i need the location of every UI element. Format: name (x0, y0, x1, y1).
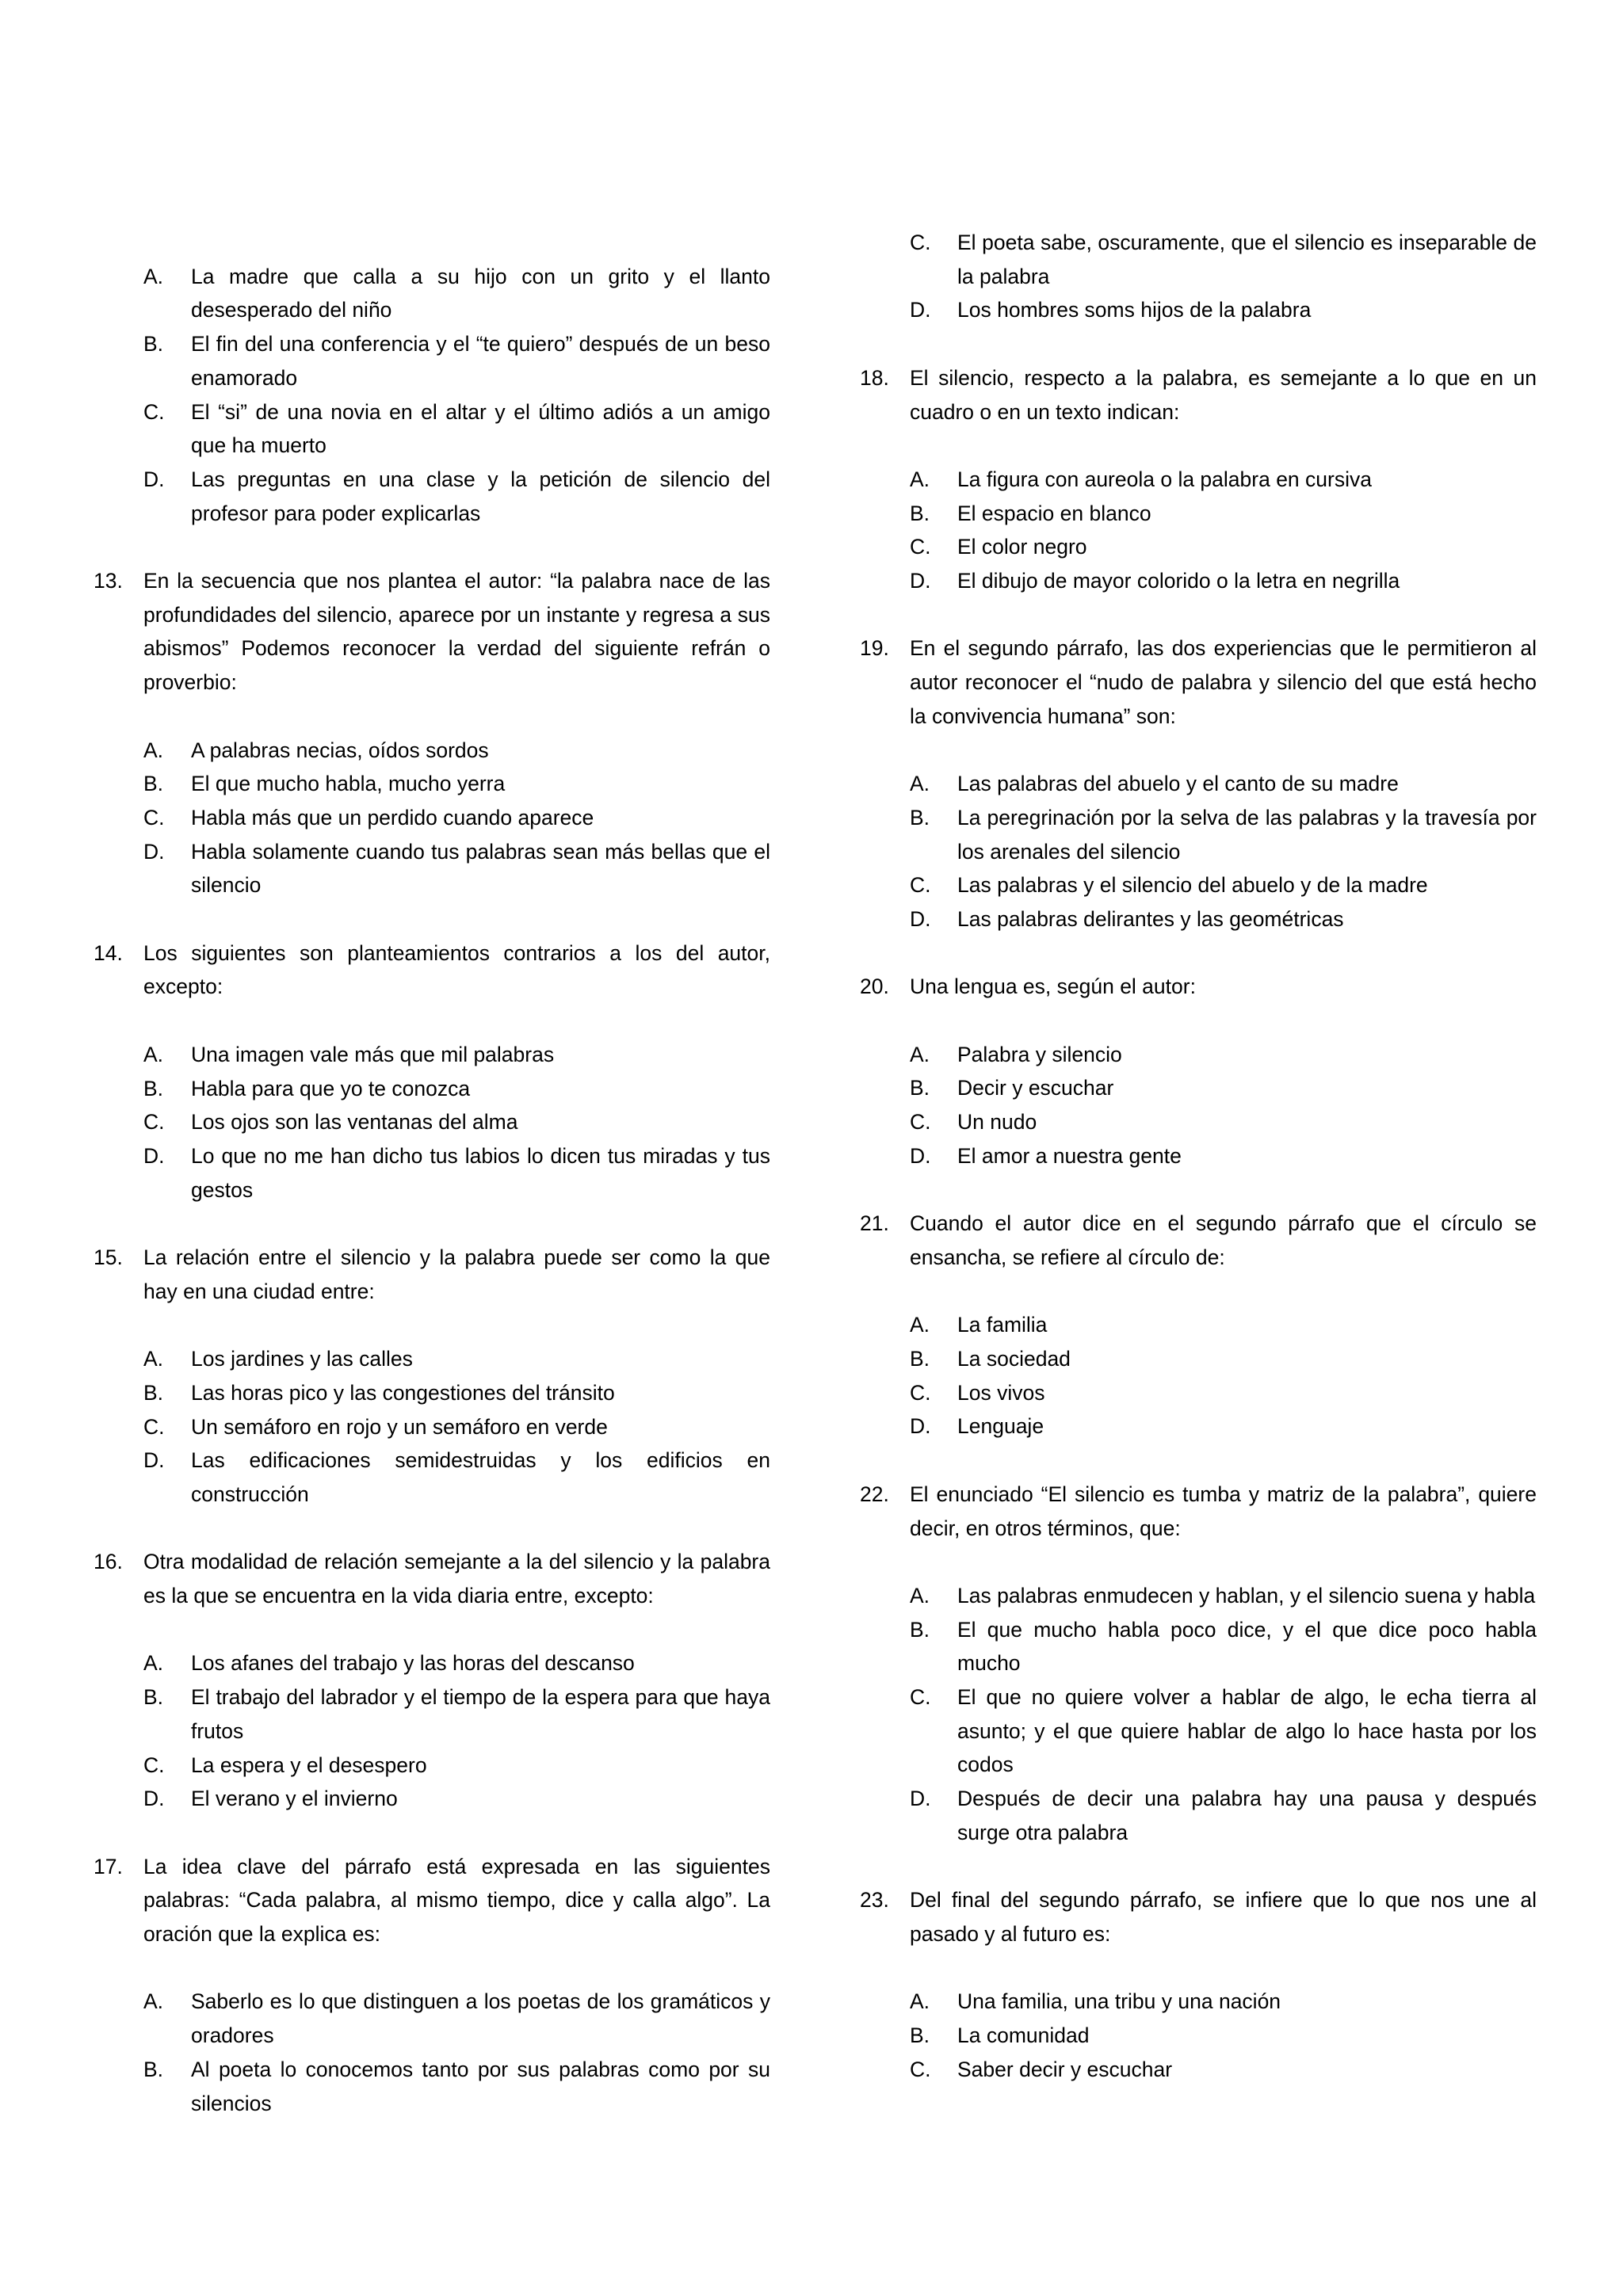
option-letter: D. (910, 569, 931, 593)
option-letter: C. (143, 399, 165, 424)
option-d (94, 463, 770, 530)
option-text: El trabajo del labrador y el tiempo de la espera para que haya frutos (191, 1685, 770, 1743)
question-17-continued (860, 226, 1537, 327)
question-19 (860, 631, 1537, 936)
option-c (94, 1749, 770, 1783)
option-letter: B. (143, 1380, 164, 1405)
question-number: 18. (860, 365, 889, 390)
option-letter: B. (143, 1685, 164, 1710)
option-letter: A. (143, 738, 164, 762)
option-d (94, 1139, 770, 1207)
options-list (860, 226, 1537, 327)
option-text: Decir y escuchar (957, 1076, 1114, 1100)
option-text: Los ojos son las ventanas del alma (191, 1110, 518, 1135)
option-letter: A. (910, 1583, 930, 1608)
question-stem (860, 1207, 1537, 1274)
option-letter: B. (910, 1347, 930, 1371)
option-text: Lenguaje (957, 1414, 1044, 1439)
option-letter: C. (143, 1753, 165, 1777)
option-text: Habla para que yo te conozca (191, 1076, 471, 1100)
question-text: El enunciado “El silencio es tumba y matriz de la palabra”, quiere decir, en otros términos, que: (910, 1482, 1537, 1540)
option-d (860, 1409, 1537, 1444)
option-c (860, 1376, 1537, 1410)
question-18 (860, 361, 1537, 598)
option-letter: A. (143, 1042, 164, 1066)
question-text: Del final del segundo párrafo, se infiere que lo que nos une al pasado y al futuro es: (910, 1888, 1537, 1946)
option-letter: B. (910, 1076, 930, 1100)
question-stem (94, 1241, 770, 1308)
option-text: El color negro (957, 535, 1087, 559)
option-text: La espera y el desespero (191, 1753, 427, 1777)
option-text: Las palabras delirantes y las geométricas (957, 907, 1344, 931)
option-letter: A. (910, 1042, 930, 1066)
option-text: El fin del una conferencia y el “te quiero” después de un beso enamorado (191, 332, 770, 390)
options-list (860, 463, 1537, 598)
option-text: El que mucho habla, mucho yerra (191, 772, 506, 796)
option-letter: B. (910, 805, 930, 830)
question-text: En el segundo párrafo, las dos experiencias que le permitieron al autor reconocer el “nudo de palabra y silencio del que está hecho la convivencia humana” son: (910, 636, 1537, 728)
option-text: El amor a nuestra gente (957, 1143, 1182, 1168)
option-b (860, 2019, 1537, 2053)
option-letter: C. (910, 535, 931, 559)
option-letter: D. (143, 1143, 165, 1168)
option-c (860, 1105, 1537, 1139)
question-text: La relación entre el silencio y la palabra puede ser como la que hay en una ciudad entre: (143, 1245, 770, 1303)
option-letter: C. (910, 873, 931, 898)
option-letter: D. (143, 1448, 165, 1473)
option-b (860, 801, 1537, 868)
options-list (94, 1985, 770, 2120)
option-text: El dibujo de mayor colorido o la letra en negrilla (957, 569, 1400, 593)
option-b (860, 1342, 1537, 1376)
options-list (94, 1038, 770, 1207)
option-letter: C. (910, 1380, 931, 1405)
option-letter: D. (910, 1414, 931, 1439)
option-a (860, 1308, 1537, 1342)
option-text: El que no quiere volver a hablar de algo, le echa tierra al asunto; y el que quiere hablar de algo lo hace hasta por los codos (957, 1685, 1537, 1777)
option-text: Al poeta lo conocemos tanto por sus palabras como por su silencios (191, 2057, 770, 2115)
option-text: La figura con aureola o la palabra en cursiva (957, 467, 1372, 491)
option-text: Lo que no me han dicho tus labios lo dicen tus miradas y tus gestos (191, 1143, 770, 1202)
option-d (860, 902, 1537, 936)
options-list (860, 1038, 1537, 1173)
question-stem (860, 970, 1537, 1004)
option-c (860, 1680, 1537, 1782)
option-text: La familia (957, 1313, 1048, 1337)
question-stem (94, 1545, 770, 1612)
option-text: Un nudo (957, 1110, 1037, 1135)
option-text: La sociedad (957, 1347, 1071, 1371)
option-a (860, 1579, 1537, 1613)
option-letter: B. (143, 772, 164, 796)
option-c (860, 226, 1537, 293)
option-letter: A. (143, 1989, 164, 2014)
option-b (94, 327, 770, 395)
option-d (94, 1782, 770, 1816)
option-letter: D. (910, 298, 931, 322)
option-b (94, 2053, 770, 2120)
question-stem (860, 631, 1537, 733)
question-23 (860, 1883, 1537, 2086)
question-number: 15. (94, 1245, 123, 1269)
question-stem (94, 936, 770, 1004)
question-number: 14. (94, 940, 123, 965)
left-column (94, 226, 770, 2154)
option-b (860, 1071, 1537, 1105)
question-21 (860, 1207, 1537, 1444)
option-a (94, 1038, 770, 1072)
question-stem (94, 564, 770, 700)
question-14 (94, 936, 770, 1207)
option-letter: B. (910, 1617, 930, 1642)
option-a (94, 1342, 770, 1376)
question-13 (94, 564, 770, 902)
question-text: Una lengua es, según el autor: (910, 974, 1196, 999)
question-number: 22. (860, 1482, 889, 1506)
options-list (860, 1308, 1537, 1444)
option-b (94, 1376, 770, 1410)
question-text: Otra modalidad de relación semejante a la del silencio y la palabra es la que se encuentra en la vida diaria entre, excepto: (143, 1550, 770, 1608)
option-a (94, 1646, 770, 1680)
question-stem (860, 361, 1537, 429)
option-letter: C. (143, 805, 165, 830)
option-letter: B. (910, 2023, 930, 2048)
option-d (860, 1139, 1537, 1173)
option-d (860, 564, 1537, 598)
question-stem (860, 1883, 1537, 1951)
options-list (94, 734, 770, 903)
option-letter: A. (143, 1347, 164, 1371)
question-16 (94, 1545, 770, 1816)
option-text: Después de decir una palabra hay una pausa y después surge otra palabra (957, 1787, 1537, 1844)
right-column (860, 226, 1537, 2120)
option-text: Habla más que un perdido cuando aparece (191, 805, 594, 830)
options-list (860, 1579, 1537, 1850)
option-text: La madre que calla a su hijo con un grito y el llanto desesperado del niño (191, 264, 770, 322)
option-b (860, 497, 1537, 531)
question-text: Los siguientes son planteamientos contrarios a los del autor, excepto: (143, 940, 770, 999)
option-letter: C. (143, 1414, 165, 1439)
question-number: 17. (94, 1854, 123, 1878)
option-c (860, 530, 1537, 564)
question-stem (94, 1850, 770, 1951)
options-list (860, 767, 1537, 936)
question-number: 19. (860, 636, 889, 661)
option-text: Los hombres soms hijos de la palabra (957, 298, 1312, 322)
option-letter: D. (910, 1143, 931, 1168)
option-letter: C. (910, 1685, 931, 1710)
option-a (860, 463, 1537, 497)
question-text: En la secuencia que nos plantea el autor: “la palabra nace de las profundidades del silencio, aparece por un instante y regresa a sus abismos” Podemos reconocer la verdad del siguiente refrán o proverbio: (143, 569, 770, 695)
option-letter: B. (143, 332, 164, 357)
question-17 (94, 1850, 770, 2121)
option-text: Los jardines y las calles (191, 1347, 413, 1371)
option-text: Las palabras del abuelo y el canto de su madre (957, 772, 1399, 796)
option-text: Las preguntas en una clase y la petición de silencio del profesor para poder explicarlas (191, 467, 770, 525)
option-text: Las edificaciones semidestruidas y los edificios en construcción (191, 1448, 770, 1506)
question-15 (94, 1241, 770, 1512)
question-text: Cuando el autor dice en el segundo párrafo que el círculo se ensancha, se refiere al círculo de: (910, 1211, 1537, 1269)
question-number: 13. (94, 569, 123, 593)
option-b (860, 1613, 1537, 1680)
option-text: El espacio en blanco (957, 501, 1151, 525)
option-text: A palabras necias, oídos sordos (191, 738, 489, 762)
option-text: El poeta sabe, oscuramente, que el silencio es inseparable de la palabra (957, 231, 1537, 288)
option-a (860, 1985, 1537, 2019)
question-number: 21. (860, 1211, 889, 1236)
option-a (94, 1985, 770, 2052)
option-letter: B. (910, 501, 930, 525)
options-list (94, 1646, 770, 1816)
question-number: 16. (94, 1550, 123, 1574)
question-stem (860, 1478, 1537, 1545)
option-letter: C. (910, 2057, 931, 2081)
question-text: El silencio, respecto a la palabra, es semejante a lo que en un cuadro o en un texto indican: (910, 365, 1537, 424)
option-c (860, 868, 1537, 902)
option-text: Las palabras y el silencio del abuelo y de la madre (957, 873, 1428, 898)
option-text: El verano y el invierno (191, 1787, 398, 1811)
option-b (94, 1680, 770, 1748)
option-text: Una imagen vale más que mil palabras (191, 1042, 555, 1066)
option-letter: D. (143, 1787, 165, 1811)
options-list (94, 260, 770, 531)
question-22 (860, 1478, 1537, 1850)
option-b (94, 767, 770, 801)
question-12-continued (94, 260, 770, 531)
options-list (860, 1985, 1537, 2086)
option-letter: B. (143, 1076, 164, 1100)
option-letter: C. (143, 1110, 165, 1135)
option-b (94, 1072, 770, 1106)
option-letter: A. (910, 1313, 930, 1337)
option-c (94, 1410, 770, 1444)
option-letter: A. (143, 264, 164, 288)
question-text: La idea clave del párrafo está expresada en las siguientes palabras: “Cada palabra, al mismo tiempo, dice y calla algo”. La oración que la explica es: (143, 1854, 770, 1946)
option-letter: A. (910, 1989, 930, 2014)
question-number: 20. (860, 974, 889, 999)
option-text: Una familia, una tribu y una nación (957, 1989, 1281, 2014)
question-20 (860, 970, 1537, 1173)
option-letter: D. (143, 839, 165, 864)
option-d (94, 1444, 770, 1511)
option-a (860, 1038, 1537, 1072)
option-text: Los vivos (957, 1380, 1045, 1405)
option-text: Saberlo es lo que distinguen a los poetas de los gramáticos y oradores (191, 1989, 770, 2048)
option-c (860, 2053, 1537, 2087)
option-a (94, 734, 770, 768)
option-d (860, 1782, 1537, 1849)
option-text: Habla solamente cuando tus palabras sean más bellas que el silencio (191, 839, 770, 898)
option-c (94, 1105, 770, 1139)
option-text: Las palabras enmudecen y hablan, y el silencio suena y habla (957, 1583, 1536, 1608)
option-text: El “si” de una novia en el altar y el último adiós a un amigo que ha muerto (191, 399, 770, 458)
option-a (94, 260, 770, 327)
option-text: Las horas pico y las congestiones del tránsito (191, 1380, 615, 1405)
option-d (94, 835, 770, 902)
option-text: La comunidad (957, 2023, 1090, 2048)
option-letter: C. (910, 231, 931, 254)
option-letter: D. (910, 1787, 931, 1811)
option-letter: A. (143, 1651, 164, 1676)
option-text: El que mucho habla poco dice, y el que dice poco habla mucho (957, 1617, 1537, 1676)
options-list (94, 1342, 770, 1512)
option-text: Un semáforo en rojo y un semáforo en verde (191, 1414, 608, 1439)
option-d (860, 293, 1537, 327)
option-c (94, 801, 770, 835)
option-text: Saber decir y escuchar (957, 2057, 1173, 2081)
question-number: 23. (860, 1888, 889, 1913)
option-text: Los afanes del trabajo y las horas del descanso (191, 1651, 635, 1676)
option-letter: D. (143, 467, 165, 491)
option-text: Palabra y silencio (957, 1042, 1122, 1066)
option-letter: D. (910, 907, 931, 931)
option-letter: C. (910, 1110, 931, 1135)
option-text: La peregrinación por la selva de las palabras y la travesía por los arenales del silencio (957, 805, 1537, 864)
option-letter: A. (910, 467, 930, 491)
option-letter: B. (143, 2057, 164, 2081)
option-c (94, 395, 770, 463)
option-letter: A. (910, 772, 930, 796)
option-a (860, 767, 1537, 801)
